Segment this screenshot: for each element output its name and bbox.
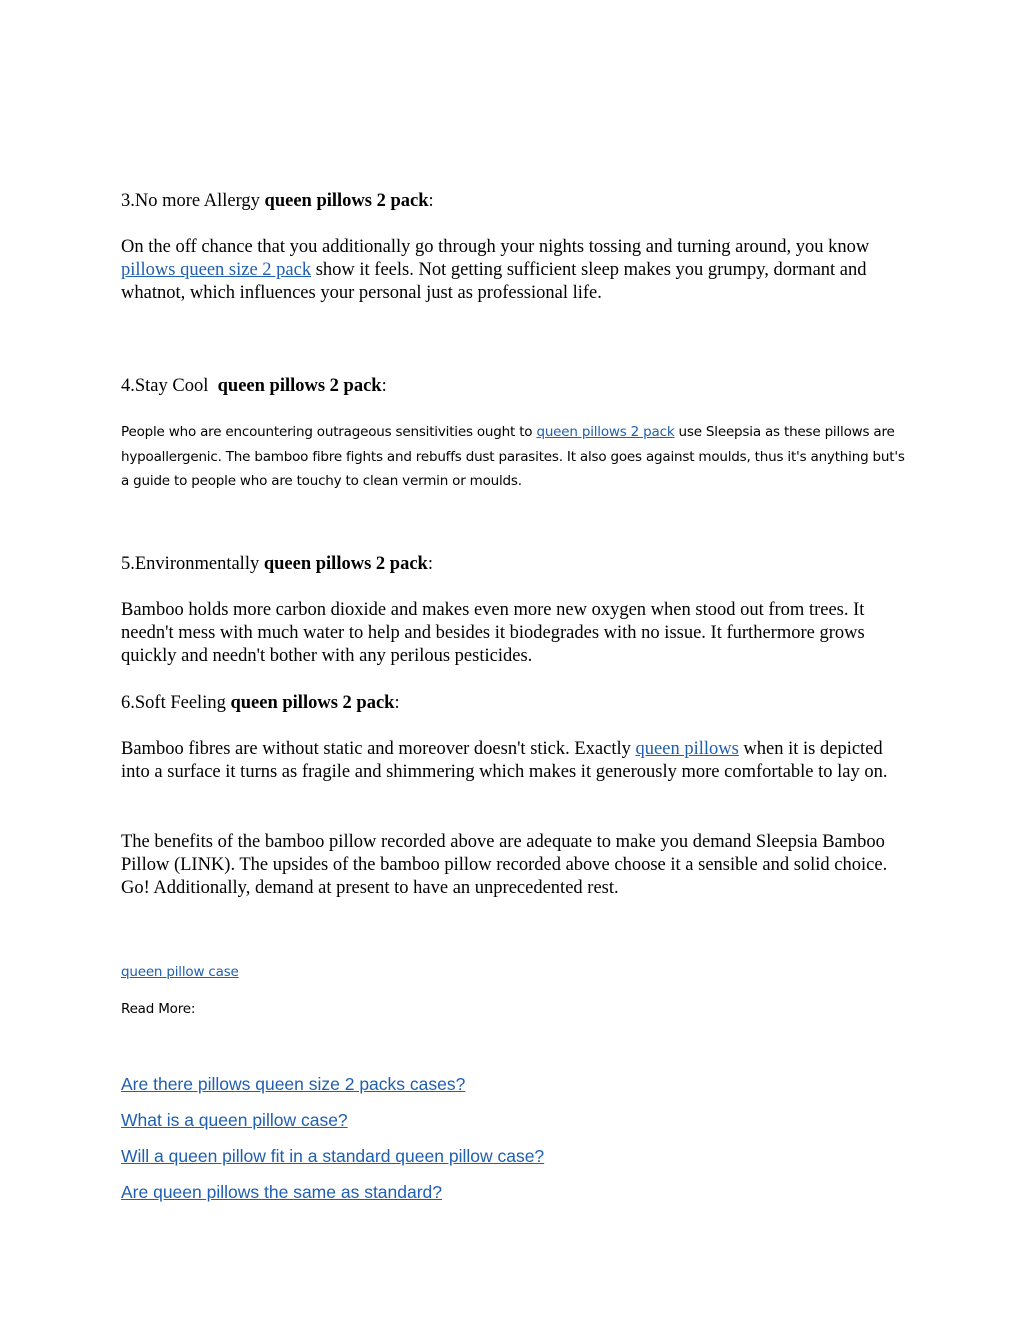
footer-case-link-line (121, 960, 911, 985)
section-6-heading-prefix: 6.Soft Feeling (121, 693, 231, 713)
section-6-paragraph (121, 738, 891, 784)
section-4-heading-prefix: 4.Stay Cool (121, 376, 218, 396)
section-3-text-before: On the off chance that you additionally go through your nights tossing and turning around, you know (121, 237, 870, 257)
section-6-inline-link[interactable]: queen pillows (635, 739, 739, 759)
read-more-label: Read More: (121, 1001, 196, 1017)
section-6-heading-suffix: : (394, 693, 400, 713)
section-4-text-after: use Sleepsia as these pillows are hypoallergenic. The bamboo fibre fights and rebuffs dust parasites. It also goes against moulds, thus it's anything but's a guide to people who are touchy to clean vermin or moulds. (121, 424, 905, 489)
section-3-paragraph (121, 236, 911, 305)
section-5-heading-bold: queen pillows 2 pack (263, 554, 428, 574)
section-6-heading (121, 692, 911, 715)
section-5-paragraph: Bamboo holds more carbon dioxide and makes even more new oxygen when stood out from trees. It needn't mess with much water to help and besides it biodegrades with no issue. It furthermore grows quickly and needn't bother with any perilous pesticides. (121, 600, 865, 666)
section-4-text-before: People who are encountering outrageous sensitivities ought to (121, 424, 537, 440)
conclusion-paragraph: The benefits of the bamboo pillow recorded above are adequate to make you demand Sleepsia Bamboo Pillow (LINK). The upsides of the bamboo pillow recorded above choose it a sensible and solid choice. Go! Additionally, demand at present to have an unprecedented rest. (121, 832, 888, 898)
section-4-paragraph (121, 420, 911, 494)
section-3-heading (121, 190, 911, 213)
section-3-inline-link[interactable]: pillows queen size 2 pack (121, 260, 312, 280)
section-3-heading-bold: queen pillows 2 pack (264, 191, 429, 211)
section-4-heading-suffix: : (381, 376, 387, 396)
section-6-heading-bold: queen pillows 2 pack (230, 693, 395, 713)
queen-pillow-case-link[interactable]: queen pillow case (121, 964, 239, 980)
related-link-3[interactable]: Will a queen pillow fit in a standard queen pillow case? (121, 1146, 545, 1166)
section-4-heading-bold: queen pillows 2 pack (217, 376, 382, 396)
related-link-line-3 (121, 1145, 911, 1167)
section-5-heading (121, 553, 911, 576)
section-6-text-after: when it is depicted into a surface it turns as fragile and shimmering which makes it generously more comfortable to lay on. (121, 739, 888, 782)
related-link-line-2 (121, 1109, 911, 1131)
section-3-heading-suffix: : (428, 191, 434, 211)
section-6-text-before: Bamboo fibres are without static and moreover doesn't stick. Exactly (121, 739, 636, 759)
related-link-2[interactable]: What is a queen pillow case? (121, 1110, 348, 1130)
section-3-text-after: show it feels. Not getting sufficient sleep makes you grumpy, dormant and whatnot, which influences your personal just as professional life. (121, 260, 867, 303)
section-5-heading-suffix: : (427, 554, 433, 574)
section-4-inline-link[interactable]: queen pillows 2 pack (536, 424, 675, 440)
section-3-heading-prefix: 3.No more Allergy (121, 191, 265, 211)
section-5-heading-prefix: 5.Environmentally (121, 554, 264, 574)
related-link-line-4 (121, 1181, 911, 1203)
related-link-1[interactable]: Are there pillows queen size 2 packs cases? (121, 1074, 466, 1094)
related-link-line-1 (121, 1073, 911, 1095)
section-4-heading (121, 375, 911, 398)
related-link-4[interactable]: Are queen pillows the same as standard? (121, 1182, 443, 1202)
